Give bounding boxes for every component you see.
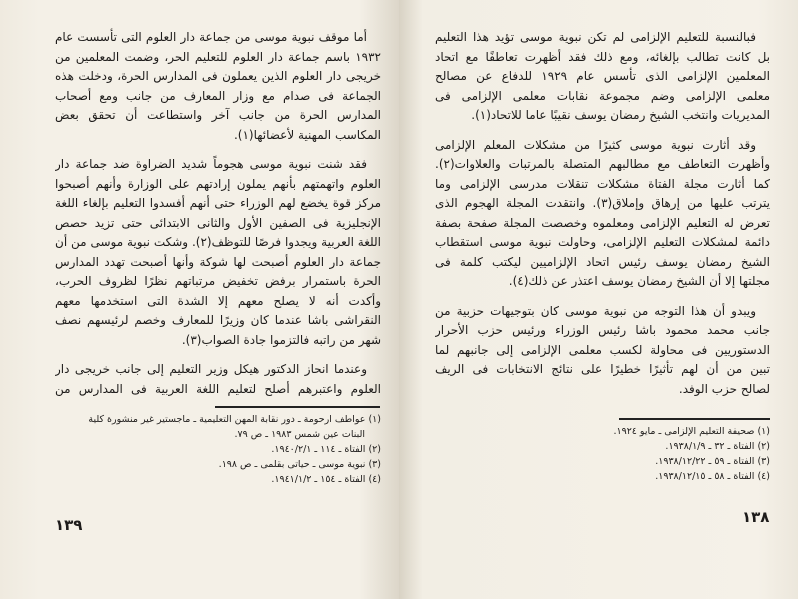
text-line: ١٩٣٢ باسم جماعة دار العلوم للتعليم الحر، وضمت المعلمين من bbox=[55, 49, 381, 64]
footnote-divider bbox=[215, 406, 380, 408]
paragraph bbox=[435, 28, 770, 126]
paragraph bbox=[55, 28, 381, 145]
text-line: اللغة العربية ويجدوا فرصًا للتوظف(٢). وشكت نبوية موسى من أن bbox=[55, 235, 381, 249]
footnote: (٣) نبوية موسى ـ حياتى بقلمى ـ ص ١٩٨. bbox=[218, 459, 381, 470]
page-number: ١٣٨ bbox=[742, 508, 770, 526]
footnote: البنات عين شمس ١٩٨٣ ـ ص ٧٩. bbox=[234, 429, 365, 440]
body-text bbox=[55, 28, 381, 409]
text-line: الدستوريين فى محاولة لكسب معلمى الإلزامى إلى جانبهم لما bbox=[435, 342, 770, 357]
text-line: مركز قوة يخضع لهم الوزراء حتى أنهم أفسدوا التعليم بإلغاء اللغة bbox=[55, 196, 381, 210]
text-line: معلمى الإلزامى وضم مجموعة نقابات معلمى الإلزامى فى bbox=[435, 88, 770, 103]
text-line: ويبدو أن هذا التوجه من نبوية موسى كان بتوجيهات حزبية من bbox=[435, 303, 756, 318]
text-line: الحرة باستمرار برفض تخفيض مرتباتهم نظرًا لظروف الحرب، bbox=[55, 274, 381, 288]
text-line: مجلتها إلا أن الشيخ رمضان يوسف اعتذر عن ذلك(٤). bbox=[508, 274, 770, 288]
text-line: النقراشى باشا عندما كان وزيرًا للمعارف وخصم لرئيسهم نصف bbox=[55, 313, 381, 327]
text-line: جانب محمد محمود باشا رئيس الوزراء ورئيس حزب الأحرار bbox=[435, 323, 770, 337]
text-line: دائمة لمشكلات التعليم الإلزامى، وحاولت نبوية موسى استقطاب bbox=[435, 235, 770, 249]
text-line: يترتب عليها من إرهاق وإملاق(٣). وانتقدت المجلة الهجوم الذى bbox=[435, 196, 770, 210]
text-line: تبين من أن لهم تأثيرًا خطيرًا على نتائج الانتخابات فى الريف bbox=[435, 362, 770, 376]
text-line: الإنجليزية فى الصفين الأول والثانى الابتدائى حتى تزيد حصص bbox=[55, 215, 381, 230]
text-line: العلوم واعتبرهم أصلح لتعليم اللغة العربية فى المدارس من bbox=[55, 381, 381, 396]
text-line: تعرض له التعليم الإلزامى ومعلموه وخصصت المجلة صفحة بصفة bbox=[435, 215, 770, 230]
text-line: وقد أثارت نبوية موسى كثيرًا من مشكلات المعلم الإلزامى bbox=[435, 137, 756, 152]
footnote: (١) صحيفة التعليم الإلزامى ـ مايو ١٩٢٤. bbox=[613, 426, 770, 437]
text-line: خريجى دار العلوم الذين يعملون فى المدارس الحرة، ودخلت هذه bbox=[55, 69, 381, 83]
text-line: كما أثارت مجلة الفتاة مشكلات تنقلات مدرسى الإلزامى وما bbox=[435, 176, 770, 191]
text-line: لصالح حزب الوفد. bbox=[678, 381, 770, 396]
right-page bbox=[399, 0, 798, 599]
text-line: وعندما انحاز الدكتور هيكل وزير التعليم إلى جانب خريجى دار bbox=[55, 362, 367, 376]
text-line: شهر من راتبه فالتزموا جادة الصواب(٣). bbox=[181, 332, 381, 347]
footnote: (١) عواطف ارحومة ـ دور نقابة المهن التعليمية ـ ماجستير غير منشورة كلية bbox=[88, 414, 381, 425]
text-line: العلوم واتهمتهم بأنهم يملون إرادتهم على الوزارة وأنهم أصبحوا bbox=[55, 176, 381, 191]
paragraph bbox=[435, 136, 770, 292]
footnote: (٣) الفتاة ـ ٥٩ ـ ١٩٣٨/١٢/٢٢. bbox=[655, 456, 770, 467]
footnote: (٢) الفتاة ـ ٣٢ ـ ١٩٣٨/١/٩. bbox=[665, 441, 770, 452]
footnote: (٢) الفتاة ـ ١١٤ ـ ١٩٤٠/٢/١. bbox=[271, 444, 381, 455]
text-line: المديريات وانتخب الشيخ رمضان يوسف نقيبًا عاما للاتحاد(١). bbox=[471, 108, 770, 122]
text-line: الجماعة فى صدام مع وزار المعارف من جانب ومع أصحاب bbox=[55, 88, 381, 103]
text-line: المعلمين الإلزامى الذى تأسس عام ١٩٢٩ للدفاع عن مصالح bbox=[435, 69, 770, 83]
text-line: جماعة دار العلوم أصبحت لها شوكة وأنها أصبحت تهدد المدارس bbox=[55, 254, 381, 269]
text-line: وأكدت أنه لا يصلح معهم إلا الشدة التى استخدمها معهم bbox=[55, 293, 381, 308]
paragraph bbox=[55, 155, 381, 350]
text-line: المدارس الحرة من جانب آخر واستطاعت أن تحقق بعض bbox=[55, 108, 381, 122]
page-number: ١٣٩ bbox=[55, 516, 83, 534]
footnote-divider bbox=[619, 418, 770, 420]
text-line: الشيخ رمضان يوسف رئيس اتحاد الإلزاميين ليكتب كلمة فى bbox=[435, 254, 770, 269]
footnote: (٤) الفتاة ـ ٥٨ ـ ١٩٣٨/١٢/١٥. bbox=[655, 471, 770, 482]
footnotes bbox=[435, 424, 770, 484]
text-line: المكاسب المهنية لأعضائها(١). bbox=[233, 127, 381, 142]
text-line: فقد شنت نبوية موسى هجوماً شديد الضراوة ضد جماعة دار bbox=[55, 157, 367, 171]
text-line: فبالنسبة للتعليم الإلزامى لم تكن نبوية موسى تؤيد هذا التعليم bbox=[435, 30, 756, 44]
footnotes bbox=[55, 412, 381, 487]
paragraph bbox=[55, 360, 381, 399]
paragraph bbox=[435, 302, 770, 400]
text-line: بل كانت تطالب بإلغائه، ومع ذلك فقد أظهرت تعاطفًا مع اتحاد bbox=[435, 49, 770, 64]
text-line: أما موقف نبوية موسى من جماعة دار العلوم التى تأسست عام bbox=[55, 30, 367, 44]
text-line: وأظهرت التعاطف مع مطالبهم المتصلة بالمرتبات والعلاوات(٢). bbox=[435, 157, 770, 171]
body-text bbox=[435, 28, 770, 409]
footnote: (٤) الفتاة ـ ١٥٤ ـ ١٩٤١/١/٢. bbox=[271, 474, 381, 485]
